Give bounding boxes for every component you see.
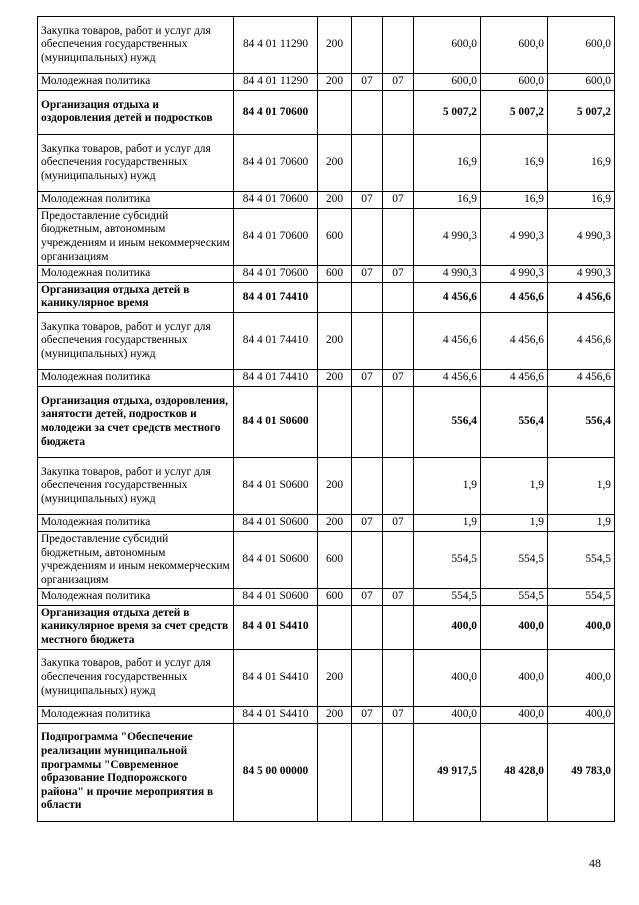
expense-type [318,282,352,312]
amount-year-1: 600,0 [414,17,481,74]
table-row [38,707,615,724]
section-code [352,208,383,265]
amount-year-3: 4 456,6 [548,312,615,369]
subsection-code [383,17,414,74]
amount-year-3: 16,9 [548,192,615,209]
subsection-code [383,282,414,312]
table-row [38,386,615,457]
expense-type [318,605,352,649]
amount-year-2: 600,0 [481,17,548,74]
row-name: Закупка товаров, работ и услуг для обеспечения государственных (муниципальных) нужд [38,17,234,74]
amount-year-3: 5 007,2 [548,90,615,134]
expense-type [318,723,352,821]
subsection-code [383,386,414,457]
row-name: Организация отдыха и оздоровления детей и подростков [38,90,234,134]
amount-year-1: 554,5 [414,589,481,606]
section-code [352,17,383,74]
expense-type: 600 [318,589,352,606]
amount-year-2: 4 990,3 [481,266,548,283]
target-code: 84 4 01 S0600 [234,531,318,588]
target-code: 84 4 01 70600 [234,90,318,134]
section-code: 07 [352,192,383,209]
table-body [38,17,615,822]
subsection-code [383,723,414,821]
table-row [38,605,615,649]
table-row [38,192,615,209]
amount-year-3: 4 456,6 [548,370,615,387]
target-code: 84 4 01 S4410 [234,649,318,706]
table-row [38,589,615,606]
table-row [38,649,615,706]
expense-type: 200 [318,17,352,74]
target-code: 84 4 01 70600 [234,192,318,209]
target-code: 84 5 00 00000 [234,723,318,821]
table-row [38,457,615,514]
subsection-code: 07 [383,515,414,532]
amount-year-2: 400,0 [481,605,548,649]
amount-year-2: 48 428,0 [481,723,548,821]
table-row [38,74,615,91]
target-code: 84 4 01 70600 [234,208,318,265]
amount-year-3: 556,4 [548,386,615,457]
expense-type: 200 [318,192,352,209]
subsection-code [383,649,414,706]
row-name: Молодежная политика [38,266,234,283]
amount-year-3: 4 456,6 [548,282,615,312]
amount-year-1: 49 917,5 [414,723,481,821]
expense-type: 200 [318,457,352,514]
subsection-code: 07 [383,370,414,387]
table-row [38,208,615,265]
amount-year-1: 4 990,3 [414,208,481,265]
amount-year-1: 1,9 [414,457,481,514]
amount-year-1: 400,0 [414,605,481,649]
expense-type: 600 [318,208,352,265]
expense-type: 600 [318,266,352,283]
amount-year-2: 554,5 [481,531,548,588]
subsection-code [383,457,414,514]
section-code: 07 [352,266,383,283]
table-row [38,312,615,369]
amount-year-1: 1,9 [414,515,481,532]
table-row [38,17,615,74]
amount-year-2: 4 456,6 [481,370,548,387]
amount-year-3: 400,0 [548,707,615,724]
amount-year-2: 400,0 [481,707,548,724]
subsection-code [383,134,414,191]
section-code [352,605,383,649]
subsection-code [383,312,414,369]
target-code: 84 4 01 11290 [234,74,318,91]
row-name: Молодежная политика [38,370,234,387]
section-code [352,90,383,134]
target-code: 84 4 01 74410 [234,312,318,369]
amount-year-2: 5 007,2 [481,90,548,134]
amount-year-2: 1,9 [481,515,548,532]
amount-year-1: 5 007,2 [414,90,481,134]
expense-type [318,386,352,457]
row-name: Закупка товаров, работ и услуг для обеспечения государственных (муниципальных) нужд [38,649,234,706]
section-code [352,649,383,706]
amount-year-2: 4 456,6 [481,282,548,312]
expense-type: 200 [318,74,352,91]
amount-year-1: 16,9 [414,192,481,209]
amount-year-3: 4 990,3 [548,208,615,265]
amount-year-2: 554,5 [481,589,548,606]
row-name: Молодежная политика [38,589,234,606]
target-code: 84 4 01 70600 [234,266,318,283]
target-code: 84 4 01 74410 [234,370,318,387]
row-name: Предоставление субсидий бюджетным, автономным учреждениям и иным некоммерческим организациям [38,531,234,588]
amount-year-3: 600,0 [548,74,615,91]
target-code: 84 4 01 S4410 [234,707,318,724]
expense-type: 200 [318,134,352,191]
amount-year-3: 554,5 [548,531,615,588]
amount-year-3: 1,9 [548,457,615,514]
table-row [38,723,615,821]
table-row [38,515,615,532]
expense-type: 200 [318,649,352,706]
amount-year-3: 554,5 [548,589,615,606]
amount-year-1: 4 456,6 [414,370,481,387]
amount-year-1: 600,0 [414,74,481,91]
subsection-code: 07 [383,707,414,724]
amount-year-3: 49 783,0 [548,723,615,821]
row-name: Молодежная политика [38,515,234,532]
row-name: Организация отдыха, оздоровления, занятости детей, подростков и молодежи за счет средств местного бюджета [38,386,234,457]
amount-year-2: 600,0 [481,74,548,91]
amount-year-2: 16,9 [481,192,548,209]
target-code: 84 4 01 S4410 [234,605,318,649]
expense-type [318,90,352,134]
table-row [38,266,615,283]
subsection-code [383,90,414,134]
subsection-code: 07 [383,74,414,91]
budget-table [37,16,615,822]
row-name: Молодежная политика [38,74,234,91]
amount-year-1: 4 456,6 [414,282,481,312]
expense-type: 200 [318,515,352,532]
amount-year-2: 556,4 [481,386,548,457]
amount-year-3: 16,9 [548,134,615,191]
amount-year-2: 4 990,3 [481,208,548,265]
row-name: Закупка товаров, работ и услуг для обеспечения государственных (муниципальных) нужд [38,312,234,369]
expense-type: 600 [318,531,352,588]
expense-type: 200 [318,707,352,724]
table-row [38,134,615,191]
row-name: Закупка товаров, работ и услуг для обеспечения государственных (муниципальных) нужд [38,134,234,191]
row-name: Молодежная политика [38,707,234,724]
subsection-code [383,208,414,265]
section-code: 07 [352,74,383,91]
amount-year-1: 4 456,6 [414,312,481,369]
section-code: 07 [352,515,383,532]
amount-year-3: 4 990,3 [548,266,615,283]
subsection-code: 07 [383,192,414,209]
section-code [352,134,383,191]
amount-year-2: 4 456,6 [481,312,548,369]
amount-year-3: 400,0 [548,649,615,706]
subsection-code: 07 [383,266,414,283]
amount-year-3: 600,0 [548,17,615,74]
amount-year-3: 400,0 [548,605,615,649]
section-code [352,723,383,821]
section-code [352,282,383,312]
amount-year-1: 400,0 [414,649,481,706]
section-code: 07 [352,707,383,724]
row-name: Предоставление субсидий бюджетным, автономным учреждениям и иным некоммерческим организациям [38,208,234,265]
target-code: 84 4 01 74410 [234,282,318,312]
row-name: Молодежная политика [38,192,234,209]
section-code: 07 [352,370,383,387]
section-code [352,531,383,588]
table-row [38,90,615,134]
amount-year-2: 400,0 [481,649,548,706]
table-row [38,282,615,312]
target-code: 84 4 01 70600 [234,134,318,191]
row-name: Организация отдыха детей в каникулярное время [38,282,234,312]
table-row [38,370,615,387]
section-code [352,386,383,457]
amount-year-2: 16,9 [481,134,548,191]
subsection-code [383,531,414,588]
row-name: Закупка товаров, работ и услуг для обеспечения государственных (муниципальных) нужд [38,457,234,514]
target-code: 84 4 01 S0600 [234,589,318,606]
amount-year-1: 400,0 [414,707,481,724]
section-code [352,312,383,369]
section-code: 07 [352,589,383,606]
target-code: 84 4 01 11290 [234,17,318,74]
expense-type: 200 [318,370,352,387]
subsection-code [383,605,414,649]
amount-year-1: 554,5 [414,531,481,588]
expense-type: 200 [318,312,352,369]
table-row [38,531,615,588]
amount-year-1: 4 990,3 [414,266,481,283]
amount-year-2: 1,9 [481,457,548,514]
section-code [352,457,383,514]
amount-year-1: 16,9 [414,134,481,191]
target-code: 84 4 01 S0600 [234,386,318,457]
target-code: 84 4 01 S0600 [234,457,318,514]
row-name: Организация отдыха детей в каникулярное время за счет средств местного бюджета [38,605,234,649]
page-number: 48 [589,856,601,870]
row-name: Подпрограмма "Обеспечение реализации муниципальной программы "Современное образование Подпорожского района" и прочие мероприятия в области [38,723,234,821]
target-code: 84 4 01 S0600 [234,515,318,532]
amount-year-3: 1,9 [548,515,615,532]
amount-year-1: 556,4 [414,386,481,457]
subsection-code: 07 [383,589,414,606]
